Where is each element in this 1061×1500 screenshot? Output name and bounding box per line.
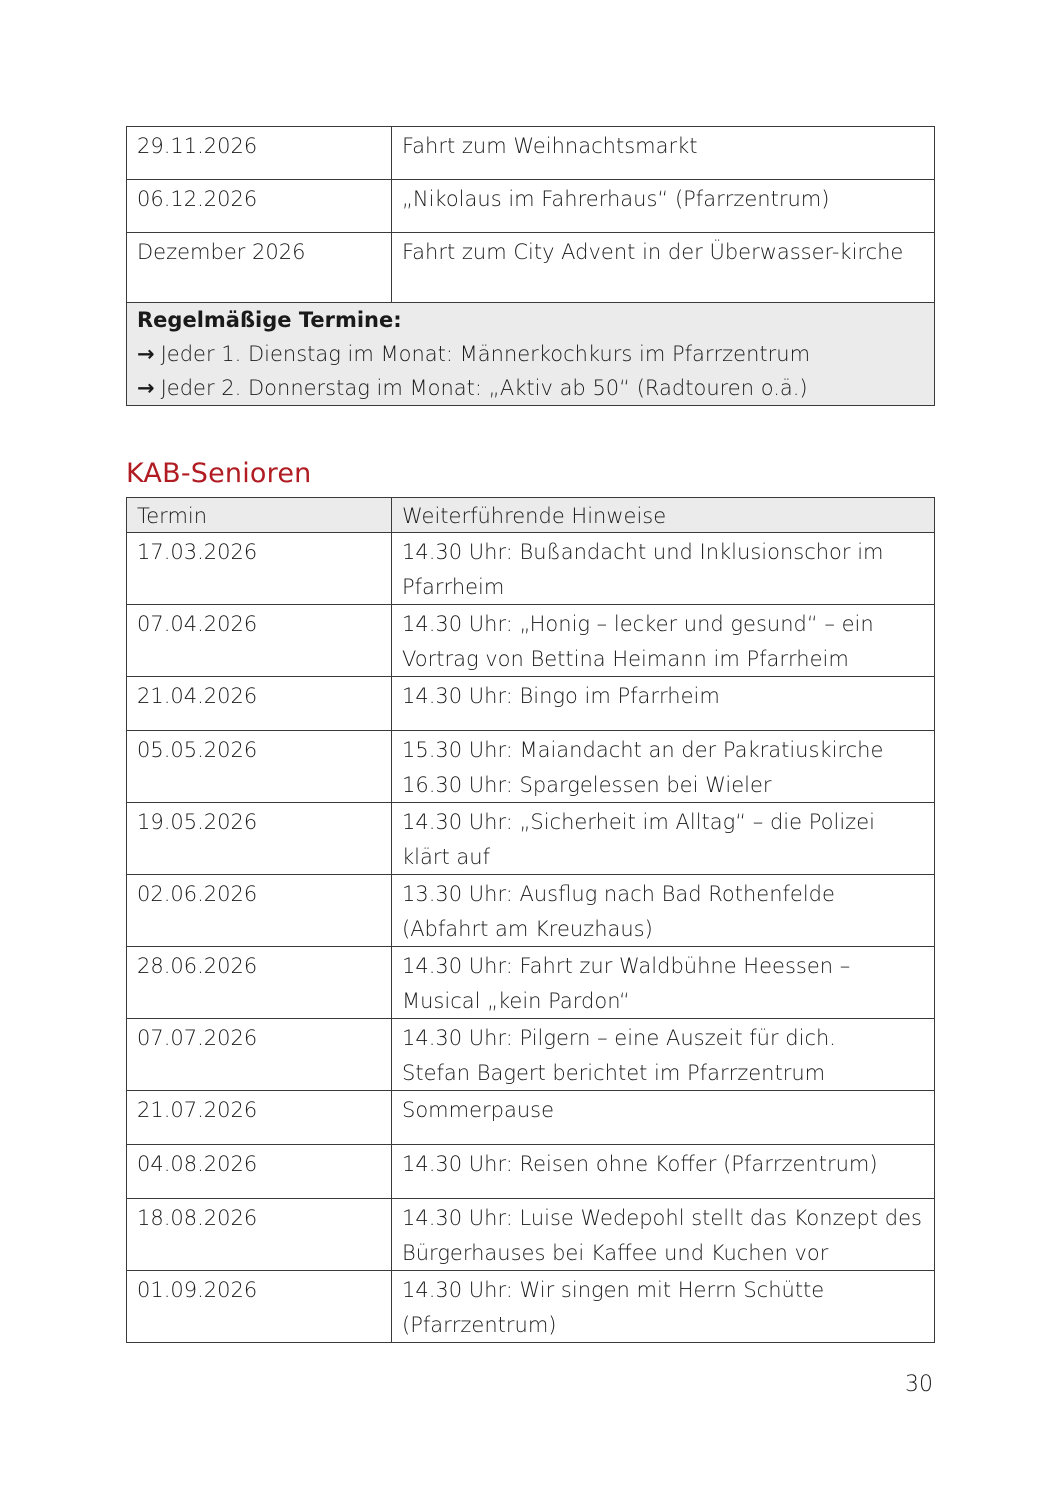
table-row [127,233,935,303]
date-cell: 28.06.2026 [127,947,392,1019]
arrow-right-icon: → [137,342,155,366]
table-row [127,180,935,233]
notes-cell: 14.30 Uhr: Bingo im Pfarrheim [392,677,935,731]
table-row [127,731,935,803]
notes-cell: 14.30 Uhr: Pilgern – eine Auszeit für dich. Stefan Bagert berichtet im Pfarrzentrum [392,1019,935,1091]
notes-cell: 14.30 Uhr: Bußandacht und Inklusionschor im Pfarrheim [392,533,935,605]
notes-cell: 14.30 Uhr: Fahrt zur Waldbühne Heessen – Musical „kein Pardon“ [392,947,935,1019]
regular-events-row [127,303,935,406]
top-events-table [126,126,935,406]
date-cell: Dezember 2026 [127,233,392,303]
date-cell: 01.09.2026 [127,1271,392,1343]
table-row [127,1271,935,1343]
date-cell: 19.05.2026 [127,803,392,875]
date-cell: 17.03.2026 [127,533,392,605]
notes-cell: Sommerpause [392,1091,935,1145]
notes-cell: 15.30 Uhr: Maiandacht an der Pakratiuskirche 16.30 Uhr: Spargelessen bei Wieler [392,731,935,803]
kab-senioren-table [126,497,935,1343]
table-row [127,533,935,605]
arrow-right-icon: → [137,376,155,400]
regular-event-item: → Jeder 1. Dienstag im Monat: Männerkochkurs im Pfarrzentrum [137,342,811,366]
date-cell: 04.08.2026 [127,1145,392,1199]
table-row [127,1145,935,1199]
date-cell: 21.07.2026 [127,1091,392,1145]
table-row [127,1019,935,1091]
notes-cell: 14.30 Uhr: Luise Wedepohl stellt das Konzept des Bürgerhauses bei Kaffee und Kuchen vor [392,1199,935,1271]
notes-cell: 14.30 Uhr: „Sicherheit im Alltag“ – die Polizei klärt auf [392,803,935,875]
table-row [127,875,935,947]
event-cell: „Nikolaus im Fahrerhaus“ (Pfarrzentrum) [392,180,935,233]
event-cell: Fahrt zum Weihnachtsmarkt [392,127,935,180]
header-hinweise: Weiterführende Hinweise [392,498,935,533]
table-row [127,1199,935,1271]
date-cell: 05.05.2026 [127,731,392,803]
notes-cell: 14.30 Uhr: Reisen ohne Koffer (Pfarrzentrum) [392,1145,935,1199]
notes-cell: 13.30 Uhr: Ausflug nach Bad Rothenfelde (Abfahrt am Kreuzhaus) [392,875,935,947]
table-header-row [127,498,935,533]
regular-events-title: Regelmäßige Termine: [137,308,402,332]
table-row [127,605,935,677]
regular-event-item: → Jeder 2. Donnerstag im Monat: „Aktiv ab 50“ (Radtouren o.ä.) [137,376,808,400]
section-heading: KAB-Senioren [126,458,312,489]
table-row [127,127,935,180]
header-termin: Termin [127,498,392,533]
event-cell: Fahrt zum City Advent in der Überwasser-kirche [392,233,935,303]
table-row [127,947,935,1019]
date-cell: 21.04.2026 [127,677,392,731]
date-cell: 29.11.2026 [127,127,392,180]
regular-events-cell [127,303,935,406]
table-row [127,803,935,875]
notes-cell: 14.30 Uhr: „Honig – lecker und gesund“ – ein Vortrag von Bettina Heimann im Pfarrheim [392,605,935,677]
date-cell: 18.08.2026 [127,1199,392,1271]
table-row [127,677,935,731]
date-cell: 07.04.2026 [127,605,392,677]
notes-cell: 14.30 Uhr: Wir singen mit Herrn Schütte (Pfarrzentrum) [392,1271,935,1343]
date-cell: 07.07.2026 [127,1019,392,1091]
table-row [127,1091,935,1145]
date-cell: 02.06.2026 [127,875,392,947]
page-number: 30 [905,1372,933,1397]
date-cell: 06.12.2026 [127,180,392,233]
